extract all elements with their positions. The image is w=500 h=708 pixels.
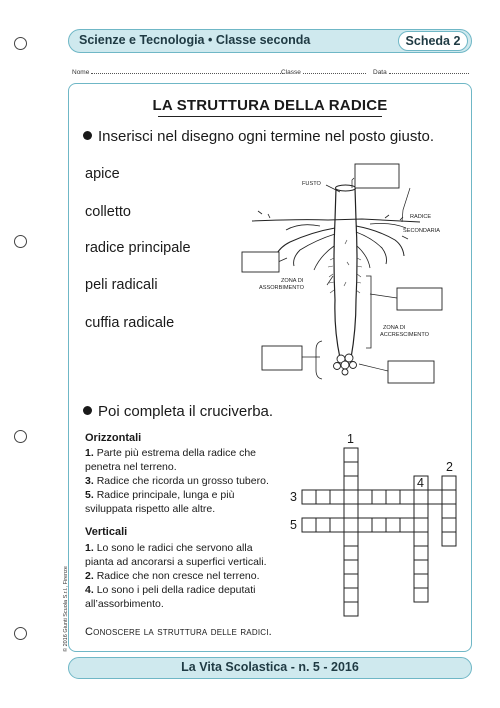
instruction-2: Poi completa il cruciverba. [83,403,273,420]
term-radice-principale: radice principale [85,240,191,256]
term-cuffia-radicale: cuffia radicale [85,315,175,331]
orizzontali-heading: Orizzontali [85,432,142,444]
crossword-number-4: 4 [417,476,424,490]
bullet-icon [83,406,92,415]
page-title: LA STRUTTURA DELLA RADICE [152,97,388,114]
label-zona-assorbimento-2: ASSORBIMENTO [259,285,304,291]
nome-label: Nome [72,69,90,76]
clue-orizzontale-1: 1. Parte più estrema della radice che penetra nel terreno. [85,447,257,473]
bottom-band: La Vita Scolastica - n. 5 - 2016 [68,657,472,679]
clue-orizzontale-3: 3. Radice che ricorda un grosso tubero. [85,475,269,487]
label-radice-secondaria-1: RADICE [410,214,432,220]
instruction-1: Inserisci nel disegno ogni termine nel posto giusto. [83,128,434,145]
clue-orizzontale-5: 5. Radice principale, lunga e più sviluppata rispetto alle altre. [85,489,235,515]
label-fusto: FUSTO [302,181,321,187]
crossword-number-2: 2 [446,460,453,474]
label-zona-accrescimento-1: ZONA DI [383,325,406,331]
crossword-number-1: 1 [347,432,354,446]
header-title: Scienze e Tecnologia • Classe seconda [79,33,311,47]
scheda-badge: Scheda 2 [398,31,468,51]
clue-verticale-2: 2. Radice che non cresce nel terreno. [85,570,260,582]
crossword-number-3: 3 [290,490,297,504]
data-label: Data [373,69,387,76]
term-colletto: colletto [85,204,131,220]
verticali-heading: Verticali [85,526,128,538]
clue-verticale-1: 1. Lo sono le radici che servono alla pianta ad ancorarsi a superfici verticali. [85,542,267,568]
term-apice: apice [85,166,120,182]
label-radice-secondaria-2: SECONDARIA [403,228,440,234]
clue-verticale-4: 4. Lo sono i peli della radice deputati all’assorbimento. [85,584,256,610]
label-zona-accrescimento-2: ACCRESCIMENTO [380,332,430,338]
crossword-number-5: 5 [290,518,297,532]
learning-objective: Conoscere la struttura delle radici. [85,626,272,638]
copyright: © 2016 Giunti Scuola S.r.l., Firenze [63,566,69,652]
term-peli-radicali: peli radicali [85,277,158,293]
label-zona-assorbimento-1: ZONA DI [281,278,304,284]
classe-label: Classe [281,69,301,76]
crossword-grid[interactable] [302,448,456,616]
